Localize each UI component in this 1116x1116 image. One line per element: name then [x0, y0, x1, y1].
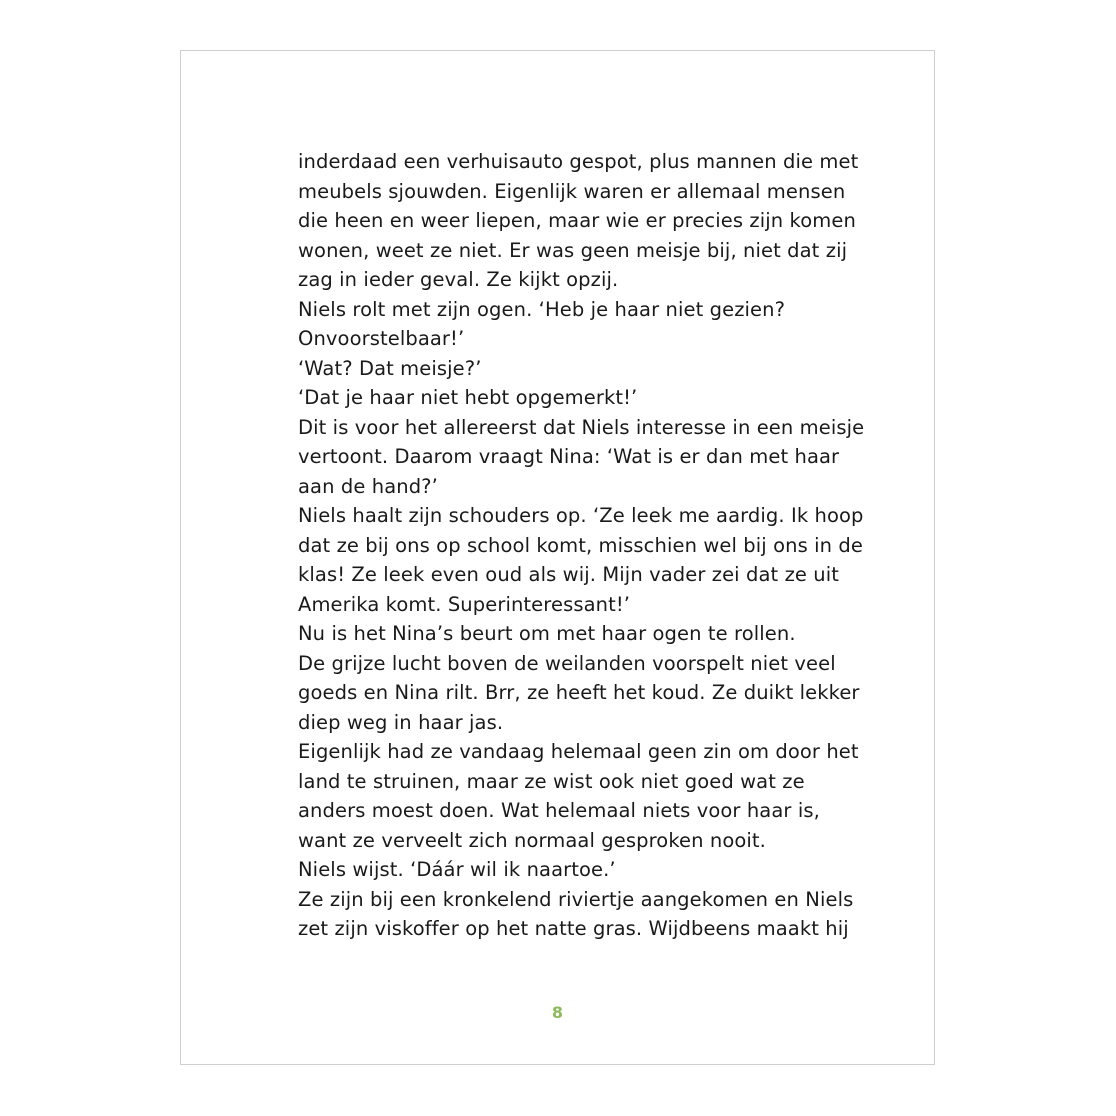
text-line: zag in ieder geval. Ze kijkt opzij.	[298, 268, 619, 291]
text-line: Nu is het Nina’s beurt om met haar ogen te rollen.	[298, 622, 796, 645]
text-line: anders moest doen. Wat helemaal niets voor haar is,	[298, 799, 820, 822]
text-line: land te struinen, maar ze wist ook niet goed wat ze	[298, 769, 805, 793]
text-line: zet zijn viskoffer op het natte gras. Wijdbeens maakt hij	[298, 917, 849, 940]
text-line: die heen en weer liepen, maar wie er precies zijn komen	[298, 209, 856, 232]
text-line: Eigenlijk had ze vandaag helemaal geen zin om door het	[298, 740, 859, 763]
text-line: ‘Dat je haar niet hebt opgemerkt!’	[298, 386, 638, 409]
text-line: klas! Ze leek even oud als wij. Mijn vader zei dat ze uit	[298, 563, 840, 586]
text-line: inderdaad een verhuisauto gespot, plus mannen die met	[298, 150, 859, 173]
body-text	[298, 147, 865, 944]
text-line: Onvoorstelbaar!’	[298, 327, 465, 350]
text-line: diep weg in haar jas.	[298, 710, 504, 734]
text-line: Niels rolt met zijn ogen. ‘Heb je haar niet gezien?	[298, 297, 786, 321]
text-line: Niels wijst. ‘Dáár wil ik naartoe.’	[298, 858, 616, 881]
text-line: wonen, weet ze niet. Er was geen meisje bij, niet dat zij	[298, 238, 848, 262]
text-line: aan de hand?’	[298, 474, 438, 498]
text-line: Niels haalt zijn schouders op. ‘Ze leek me aardig. Ik hoop	[298, 504, 864, 527]
text-line: Ze zijn bij een kronkelend riviertje aangekomen en Niels	[298, 887, 854, 911]
book-page	[180, 50, 935, 1065]
text-line: Dit is voor het allereerst dat Niels interesse in een meisje	[298, 415, 865, 439]
text-line: vertoont. Daarom vraagt Nina: ‘Wat is er dan met haar	[298, 445, 840, 468]
text-line: want ze verveelt zich normaal gesproken nooit.	[298, 828, 766, 852]
text-line: goeds en Nina rilt. Brr, ze heeft het koud. Ze duikt lekker	[298, 681, 860, 704]
text-line: ‘Wat? Dat meisje?’	[298, 356, 482, 380]
text-line: Amerika komt. Superinteressant!’	[298, 592, 631, 616]
text-line: dat ze bij ons op school komt, misschien wel bij ons in de	[298, 533, 864, 557]
page-number: 8	[551, 1003, 564, 1022]
text-line: meubels sjouwden. Eigenlijk waren er allemaal mensen	[298, 179, 846, 203]
text-line: De grijze lucht boven de weilanden voorspelt niet veel	[298, 651, 836, 675]
